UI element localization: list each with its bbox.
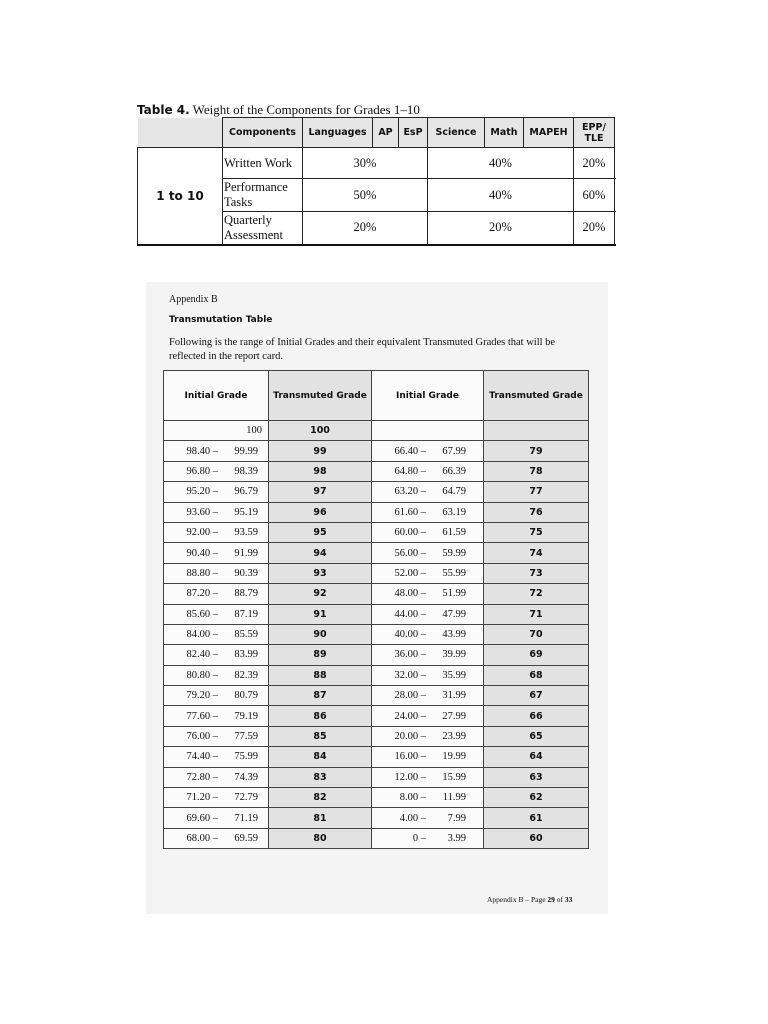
initial-grade-high: 71.19 [234, 812, 258, 824]
initial-grade-high: 3.99 [447, 833, 466, 844]
initial-grade-low: 36.00 – [394, 649, 426, 661]
transmuted-grade-left: 100 [269, 421, 372, 441]
footer-prefix: Appendix B – Page [487, 895, 548, 904]
transmuted-grade-right: 73 [484, 563, 589, 583]
initial-grade-low: 48.00 – [394, 588, 426, 600]
weight-mapeh-epp: 20% [574, 148, 615, 179]
transmuted-grade-left: 95 [269, 522, 372, 542]
initial-grade-high: 31.99 [442, 690, 466, 702]
initial-grade-low: 96.80 – [186, 465, 218, 477]
initial-grade-left [164, 726, 269, 746]
transmuted-grade-right: 63 [484, 767, 589, 787]
footer-page: 29 [547, 895, 555, 904]
transmutation-row [164, 624, 589, 644]
component-label-line2: Assessment [224, 227, 284, 242]
transmutation-row [164, 686, 589, 706]
transmuted-grade-right: 66 [484, 706, 589, 726]
initial-grade-high: 69.59 [234, 833, 258, 844]
initial-grade-left [164, 828, 269, 848]
initial-grade-left [164, 665, 269, 685]
initial-grade-low: 98.40 – [186, 445, 218, 457]
initial-grade-right [372, 706, 484, 726]
header-languages: Languages [303, 118, 373, 148]
initial-grade-high: 88.79 [234, 588, 258, 600]
header-transmuted-grade-right: Transmuted Grade [484, 371, 589, 421]
initial-grade-right [372, 726, 484, 746]
transmuted-grade-left: 92 [269, 584, 372, 604]
transmuted-grade-right: 64 [484, 747, 589, 767]
transmutation-row [164, 421, 589, 441]
transmuted-grade-left: 89 [269, 645, 372, 665]
initial-grade-right [372, 522, 484, 542]
component-label: Performance [224, 180, 288, 194]
initial-grade-low: 60.00 – [394, 527, 426, 539]
initial-grade-left [164, 563, 269, 583]
initial-grade-right [372, 441, 484, 461]
transmutation-row [164, 522, 589, 542]
initial-grade-high: 61.59 [442, 527, 466, 539]
transmutation-row [164, 747, 589, 767]
initial-grade-high: 66.39 [442, 465, 466, 477]
initial-grade-high: 95.19 [234, 506, 258, 518]
initial-grade-high: 82.39 [234, 669, 258, 681]
transmuted-grade-right: 60 [484, 828, 589, 848]
initial-grade-high: 39.99 [442, 649, 466, 661]
transmuted-grade-left: 84 [269, 747, 372, 767]
transmuted-grade-right: 68 [484, 665, 589, 685]
initial-grade-high: 79.19 [234, 710, 258, 722]
initial-grade-low: 16.00 – [394, 751, 426, 763]
initial-grade-high: 87.19 [234, 608, 258, 620]
transmuted-grade-left: 99 [269, 441, 372, 461]
table4-caption [137, 102, 420, 118]
initial-grade-high: 35.99 [442, 669, 466, 681]
weight-science-math: 40% [428, 179, 574, 212]
table4-caption-label: Table 4. [137, 103, 190, 117]
initial-grade-high: 74.39 [234, 771, 258, 783]
transmuted-grade-right: 75 [484, 522, 589, 542]
header-initial-grade-right: Initial Grade [372, 371, 484, 421]
component-label-line2: Tasks [224, 195, 253, 209]
initial-grade-left [164, 808, 269, 828]
initial-grade-high: 63.19 [442, 506, 466, 518]
initial-grade-right [372, 665, 484, 685]
transmuted-grade-right: 62 [484, 788, 589, 808]
transmuted-grade-left: 98 [269, 461, 372, 481]
appendix-label: Appendix B [169, 294, 218, 305]
initial-grade-high: 23.99 [442, 731, 466, 743]
initial-grade-left [164, 543, 269, 563]
transmuted-grade-right: 79 [484, 441, 589, 461]
initial-grade-high: 77.59 [234, 731, 258, 743]
initial-grade-low: 85.60 – [186, 608, 218, 620]
weight-mapeh-epp: 20% [574, 212, 615, 245]
initial-grade-high: 11.99 [442, 792, 466, 804]
initial-grade-value: 100 [246, 425, 262, 437]
initial-grade-left [164, 502, 269, 522]
weight-languages-ap-esp: 30% [303, 148, 428, 179]
appendix-title: Transmutation Table [169, 315, 273, 325]
transmuted-grade-left: 94 [269, 543, 372, 563]
transmuted-grade-left: 96 [269, 502, 372, 522]
initial-grade-right [372, 767, 484, 787]
transmutation-row [164, 563, 589, 583]
transmutation-row [164, 706, 589, 726]
initial-grade-left [164, 441, 269, 461]
component-performance-tasks [223, 179, 303, 212]
initial-grade-low: 69.60 – [186, 812, 218, 824]
transmuted-grade-left: 81 [269, 808, 372, 828]
initial-grade-left [164, 645, 269, 665]
initial-grade-left [164, 482, 269, 502]
header-science: Science [428, 118, 485, 148]
initial-grade-high: 64.79 [442, 486, 466, 498]
initial-grade-low: 84.00 – [186, 629, 218, 641]
transmuted-grade-right: 69 [484, 645, 589, 665]
initial-grade-high: 98.39 [234, 465, 258, 477]
transmuted-grade-left: 82 [269, 788, 372, 808]
initial-grade-high: 93.59 [234, 527, 258, 539]
weight-science-math: 40% [428, 148, 574, 179]
initial-grade-high: 67.99 [442, 445, 466, 457]
initial-grade-low: 68.00 – [186, 833, 218, 844]
initial-grade-high: 99.99 [234, 445, 258, 457]
initial-grade-high: 91.99 [234, 547, 258, 559]
transmuted-grade-left: 83 [269, 767, 372, 787]
initial-grade-left [164, 584, 269, 604]
transmuted-grade-left: 85 [269, 726, 372, 746]
initial-grade-low: 40.00 – [394, 629, 426, 641]
initial-grade-low: 61.60 – [394, 506, 426, 518]
header-epp: EPP/ [582, 121, 606, 133]
transmuted-grade-left: 88 [269, 665, 372, 685]
header-initial-grade-left: Initial Grade [164, 371, 269, 421]
header-transmuted-grade-left: Transmuted Grade [269, 371, 372, 421]
transmuted-grade-left: 87 [269, 686, 372, 706]
initial-grade-high: 80.79 [234, 690, 258, 702]
initial-grade-left [164, 624, 269, 644]
table4-caption-text: Weight of the Components for Grades 1–10 [189, 102, 420, 117]
initial-grade-high: 85.59 [234, 629, 258, 641]
initial-grade-high: 19.99 [442, 751, 466, 763]
transmuted-grade-right: 78 [484, 461, 589, 481]
initial-grade-low: 93.60 – [186, 506, 218, 518]
transmutation-row [164, 645, 589, 665]
transmuted-grade-right: 76 [484, 502, 589, 522]
initial-grade-low: 87.20 – [186, 588, 218, 600]
transmuted-grade-left: 97 [269, 482, 372, 502]
initial-grade-low: 24.00 – [394, 710, 426, 722]
initial-grade-low: 95.20 – [186, 486, 218, 498]
header-esp: EsP [399, 118, 428, 148]
transmutation-row [164, 543, 589, 563]
header-epp-tle [574, 118, 615, 148]
initial-grade-low: 32.00 – [394, 669, 426, 681]
initial-grade-right [372, 461, 484, 481]
transmutation-row [164, 788, 589, 808]
initial-grade-right [372, 604, 484, 624]
initial-grade-high: 15.99 [442, 771, 466, 783]
header-components: Components [223, 118, 303, 148]
initial-grade-low: 74.40 – [186, 751, 218, 763]
initial-grade-right [372, 563, 484, 583]
initial-grade-low: 28.00 – [394, 690, 426, 702]
initial-grade-right [372, 788, 484, 808]
initial-grade-high: 47.99 [442, 608, 466, 620]
transmutation-table [163, 370, 589, 849]
component-label: Written Work [224, 155, 293, 170]
transmuted-grade-right: 70 [484, 624, 589, 644]
table4-corner [138, 118, 223, 148]
initial-grade-left [164, 747, 269, 767]
component-written-work [223, 148, 303, 179]
transmutation-row [164, 441, 589, 461]
table4-row [138, 148, 615, 179]
initial-grade-high: 43.99 [442, 629, 466, 641]
initial-grade-high: 72.79 [234, 792, 258, 804]
initial-grade-low: 8.00 – [399, 792, 426, 804]
transmuted-grade-right [484, 421, 589, 441]
page-footer [487, 895, 572, 904]
initial-grade-low: 92.00 – [186, 527, 218, 539]
initial-grade-high: 27.99 [442, 710, 466, 722]
footer-of: of [554, 895, 565, 904]
initial-grade-low: 90.40 – [186, 547, 218, 559]
transmuted-grade-right: 61 [484, 808, 589, 828]
initial-grade-low: 77.60 – [186, 710, 218, 722]
initial-grade-low: 64.80 – [394, 465, 426, 477]
initial-grade-right [372, 543, 484, 563]
transmutation-row [164, 461, 589, 481]
initial-grade-right [372, 747, 484, 767]
initial-grade-left [164, 421, 269, 441]
initial-grade-low: 66.40 – [394, 445, 426, 457]
initial-grade-right [372, 482, 484, 502]
initial-grade-right [372, 686, 484, 706]
transmutation-row [164, 665, 589, 685]
initial-grade-high: 96.79 [234, 486, 258, 498]
weight-languages-ap-esp: 20% [303, 212, 428, 245]
component-quarterly-assessment [223, 212, 303, 245]
initial-grade-left [164, 706, 269, 726]
transmutation-row [164, 502, 589, 522]
grade-level-cell: 1 to 10 [138, 148, 223, 245]
transmutation-row [164, 767, 589, 787]
initial-grade-high: 83.99 [234, 649, 258, 661]
initial-grade-low: 56.00 – [394, 547, 426, 559]
initial-grade-right [372, 502, 484, 522]
initial-grade-right [372, 828, 484, 848]
initial-grade-low: 76.00 – [186, 731, 218, 743]
initial-grade-left [164, 788, 269, 808]
transmutation-body [164, 421, 589, 849]
initial-grade-right [372, 584, 484, 604]
transmuted-grade-right: 65 [484, 726, 589, 746]
transmutation-row [164, 584, 589, 604]
transmuted-grade-left: 80 [269, 828, 372, 848]
initial-grade-high: 59.99 [442, 547, 466, 559]
table4-weights [137, 117, 615, 246]
initial-grade-low: 80.80 – [186, 669, 218, 681]
transmutation-row [164, 604, 589, 624]
initial-grade-low: 44.00 – [394, 608, 426, 620]
initial-grade-left [164, 522, 269, 542]
initial-grade-high: 7.99 [447, 812, 466, 824]
transmuted-grade-right: 71 [484, 604, 589, 624]
transmutation-row [164, 828, 589, 848]
initial-grade-right [372, 421, 484, 441]
initial-grade-high: 55.99 [442, 567, 466, 579]
initial-grade-low: 63.20 – [394, 486, 426, 498]
initial-grade-low: 71.20 – [186, 792, 218, 804]
initial-grade-left [164, 767, 269, 787]
transmuted-grade-right: 77 [484, 482, 589, 502]
initial-grade-high: 51.99 [442, 588, 466, 600]
initial-grade-high: 75.99 [234, 751, 258, 763]
initial-grade-left [164, 461, 269, 481]
header-tle: TLE [584, 132, 604, 144]
weight-science-math: 20% [428, 212, 574, 245]
initial-grade-right [372, 624, 484, 644]
transmuted-grade-left: 93 [269, 563, 372, 583]
appendix-description: Following is the range of Initial Grades and their equivalent Transmuted Grades that will be reflected in the report card. [169, 337, 556, 362]
table4-header-row [138, 118, 615, 148]
initial-grade-low: 20.00 – [394, 731, 426, 743]
initial-grade-high: 90.39 [234, 567, 258, 579]
transmuted-grade-left: 91 [269, 604, 372, 624]
initial-grade-low: 88.80 – [186, 567, 218, 579]
weight-languages-ap-esp: 50% [303, 179, 428, 212]
component-label: Quarterly [224, 212, 272, 227]
transmuted-grade-right: 72 [484, 584, 589, 604]
initial-grade-low: 4.00 – [399, 812, 426, 824]
initial-grade-left [164, 686, 269, 706]
transmuted-grade-left: 86 [269, 706, 372, 726]
initial-grade-right [372, 645, 484, 665]
footer-total: 33 [564, 895, 573, 904]
transmuted-grade-right: 67 [484, 686, 589, 706]
transmutation-row [164, 808, 589, 828]
initial-grade-low: 82.40 – [186, 649, 218, 661]
weight-mapeh-epp: 60% [574, 179, 615, 212]
initial-grade-low: 0 – [412, 833, 426, 844]
header-ap: AP [373, 118, 399, 148]
initial-grade-low: 79.20 – [186, 690, 218, 702]
initial-grade-right [372, 808, 484, 828]
initial-grade-low: 72.80 – [186, 771, 218, 783]
transmuted-grade-left: 90 [269, 624, 372, 644]
initial-grade-low: 52.00 – [394, 567, 426, 579]
transmutation-row [164, 482, 589, 502]
initial-grade-low: 12.00 – [394, 771, 426, 783]
transmutation-header-row [164, 371, 589, 421]
transmuted-grade-right: 74 [484, 543, 589, 563]
header-math: Math [485, 118, 524, 148]
initial-grade-left [164, 604, 269, 624]
header-mapeh: MAPEH [524, 118, 574, 148]
transmutation-row [164, 726, 589, 746]
